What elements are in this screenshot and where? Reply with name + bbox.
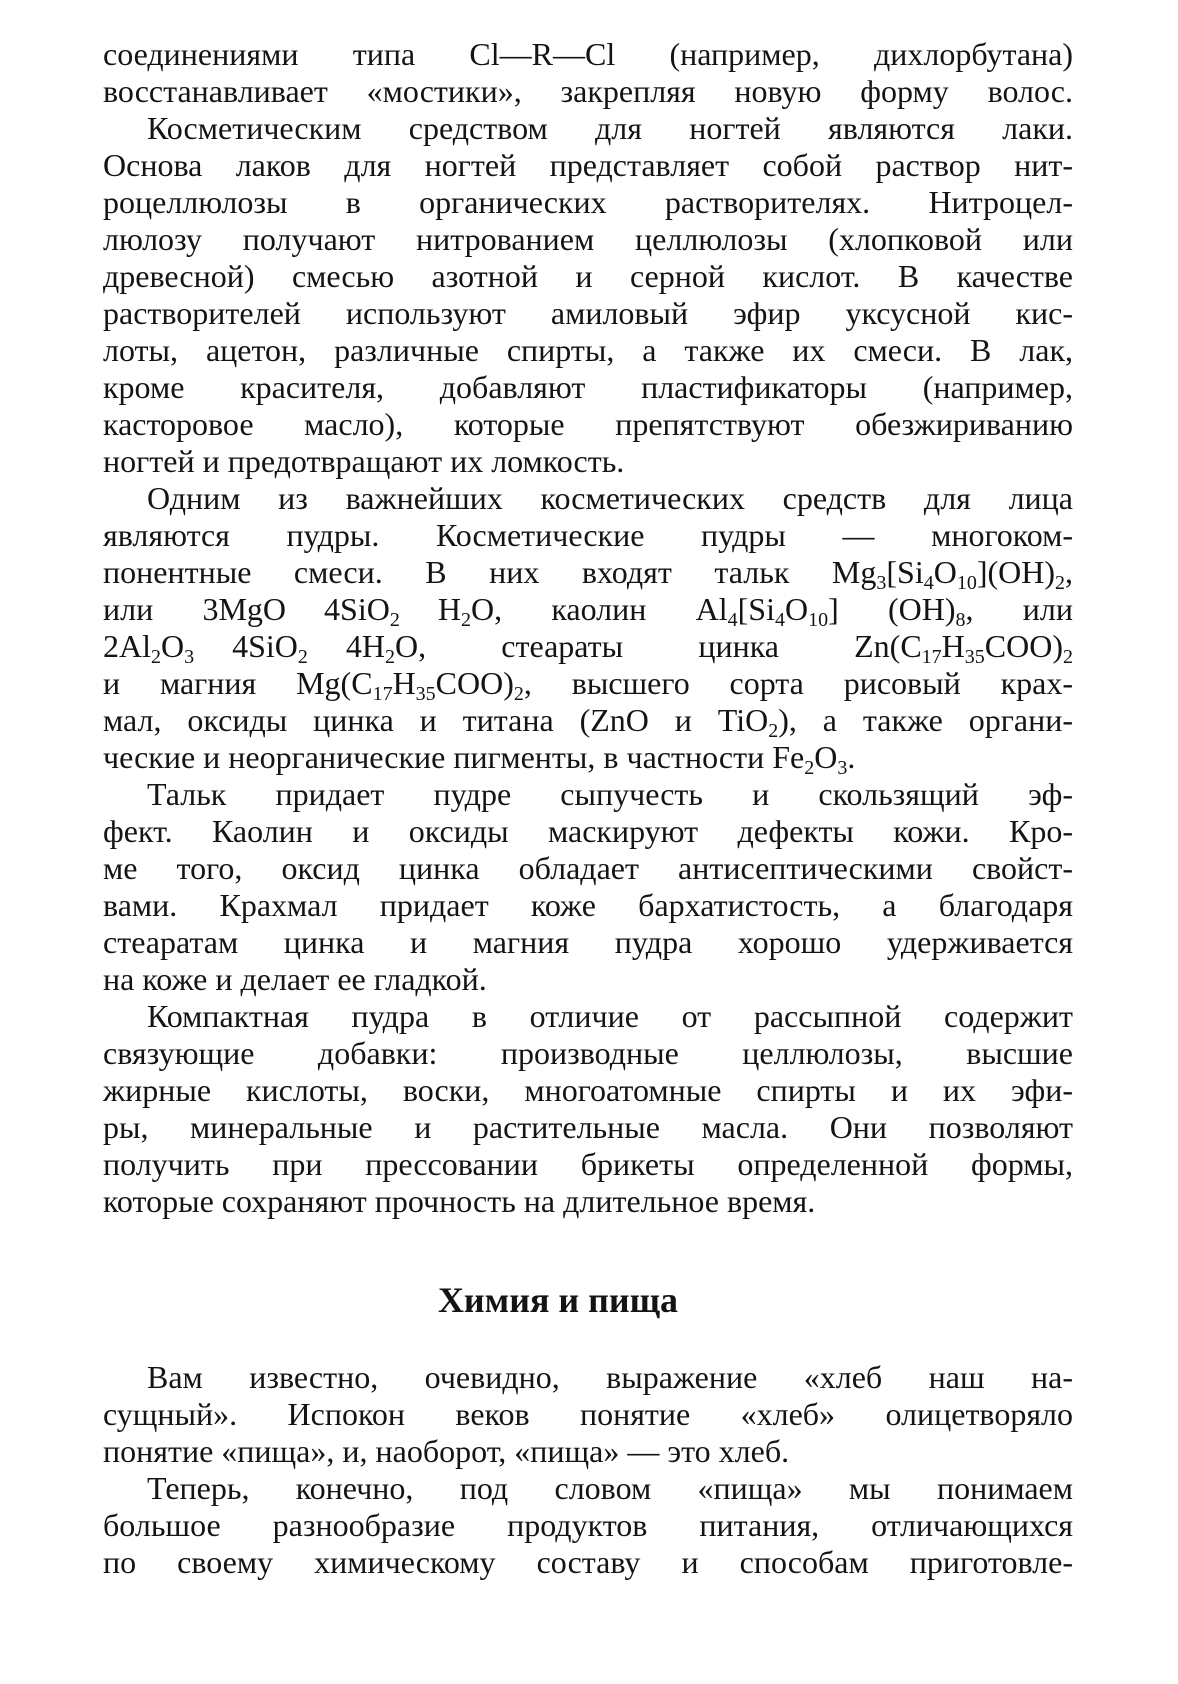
paragraph-6 bbox=[103, 1359, 1073, 1470]
text-line: большое разнообразие продуктов питания, отличающихся bbox=[103, 1507, 1073, 1543]
text-line: связующие добавки: производные целлюлозы, высшие bbox=[103, 1035, 1073, 1071]
text-line: понятие «пища», и, наоборот, «пища» — это хлеб. bbox=[103, 1433, 790, 1469]
text-line: Вам известно, очевидно, выражение «хлеб наш на- bbox=[147, 1359, 1073, 1395]
text-line: древесной) смесью азотной и серной кислот. В качестве bbox=[103, 258, 1073, 294]
formula-line: ческие и неорганические пигменты, в частности $Fe_2O_3$. bbox=[103, 739, 856, 779]
text-line: получить при прессовании брикеты определенной формы, bbox=[103, 1146, 1073, 1182]
text-line: на коже и делает ее гладкой. bbox=[103, 961, 487, 997]
text-line: Основа лаков для ногтей представляет собой раствор нит- bbox=[103, 147, 1073, 183]
paragraph-5 bbox=[103, 998, 1073, 1220]
text-line: люлозу получают нитрованием целлюлозы (хлопковой или bbox=[103, 221, 1073, 257]
text-line: Тальк придает пудре сыпучесть и скользящий эф- bbox=[147, 776, 1073, 812]
paragraph-4 bbox=[103, 776, 1073, 998]
text-line: являются пудры. Косметические пудры — многоком- bbox=[103, 517, 1073, 553]
text-line: Одним из важнейших косметических средств для лица bbox=[147, 480, 1073, 516]
formula-line: понентные смеси. В них входят тальк $Mg_3[Si_4O_{10}](OH)_2$, bbox=[103, 554, 1073, 594]
text-line: Косметическим средством для ногтей являются лаки. bbox=[147, 110, 1073, 146]
text-line: по своему химическому составу и способам приготовле- bbox=[103, 1544, 1073, 1580]
text-line: касторовое масло), которые препятствуют обезжириванию bbox=[103, 406, 1073, 442]
section-title: Химия и пища bbox=[437, 1280, 679, 1320]
formula-line: $2Al_2O_3$ 4SiO$_2$ $4H_2O$, стеараты цинка $Zn(C_{17}H_{35}COO)_2$ bbox=[103, 628, 1073, 668]
text-line: ры, минеральные и растительные масла. Они позволяют bbox=[103, 1109, 1073, 1145]
text-line: стеаратам цинка и магния пудра хорошо удерживается bbox=[103, 924, 1073, 960]
text-line: сущный». Испокон веков понятие «хлеб» олицетворяло bbox=[103, 1396, 1073, 1432]
text-line: жирные кислоты, воски, многоатомные спирты и их эфи- bbox=[103, 1072, 1073, 1108]
paragraph-3 bbox=[103, 480, 1074, 779]
text-line: растворителей используют амиловый эфир уксусной кис- bbox=[103, 295, 1073, 331]
formula-line: мал, оксиды цинка и титана (ZnO и TiO$_2$), а также органи- bbox=[103, 702, 1073, 742]
text-line: лоты, ацетон, различные спирты, а также их смеси. В лак, bbox=[103, 332, 1073, 368]
document-page bbox=[103, 36, 1073, 1581]
text-line: ме того, оксид цинка обладает антисептическими свойст- bbox=[103, 850, 1073, 886]
formula-line: и магния $Mg(C_{17}H_{35}COO)_2$, высшего сорта рисовый крах- bbox=[103, 665, 1074, 705]
text-line: фект. Каолин и оксиды маскируют дефекты кожи. Кро- bbox=[103, 813, 1073, 849]
text-line: восстанавливает «мостики», закрепляя новую форму волос. bbox=[103, 73, 1073, 109]
paragraph-1 bbox=[103, 36, 1073, 110]
text-line: Компактная пудра в отличие от рассыпной содержит bbox=[147, 998, 1073, 1034]
text-line: ногтей и предотвращают их ломкость. bbox=[103, 443, 625, 479]
text-line: роцеллюлозы в органических растворителях. Нитроцел- bbox=[103, 184, 1073, 220]
text-line: вами. Крахмал придает коже бархатистость, а благодаря bbox=[103, 887, 1073, 923]
paragraph-7 bbox=[103, 1470, 1073, 1581]
paragraph-2 bbox=[103, 110, 1073, 480]
text-line: которые сохраняют прочность на длительное время. bbox=[103, 1183, 816, 1219]
text-line: Теперь, конечно, под словом «пища» мы понимаем bbox=[147, 1470, 1073, 1506]
text-line: кроме красителя, добавляют пластификаторы (например, bbox=[103, 369, 1073, 405]
text-line: соединениями типа Cl—R—Cl (например, дихлорбутана) bbox=[103, 36, 1073, 72]
formula-line: или 3MgO 4SiO$_2$ $H_2O$, каолин $Al_4[Si_4O_{10}]$ $(OH)_8$, или bbox=[103, 591, 1074, 631]
